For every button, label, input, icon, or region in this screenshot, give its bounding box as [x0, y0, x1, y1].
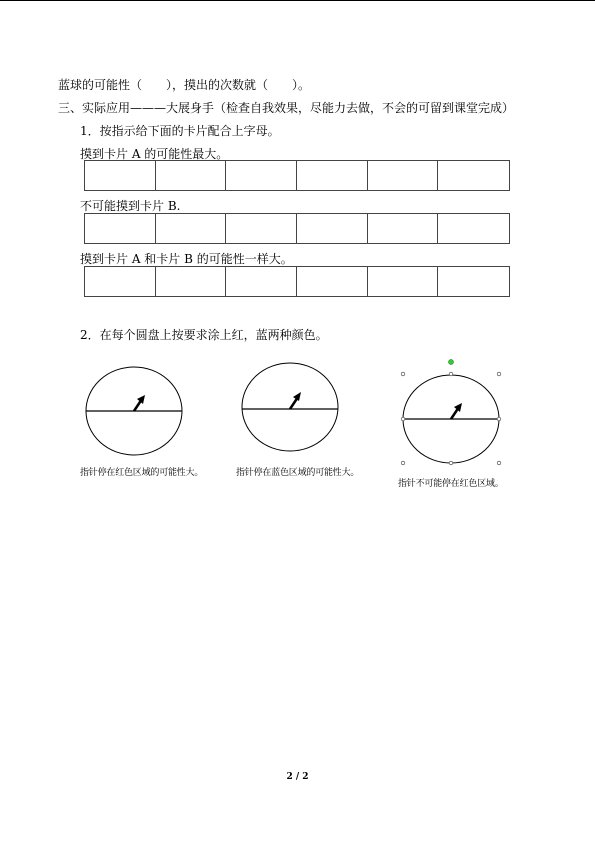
card-row-a	[84, 160, 510, 191]
spinner-2-caption: 指针停在蓝色区域的可能性大。	[236, 468, 360, 478]
spinner-3-caption: 指针不可能停在红色区域。	[398, 479, 504, 489]
condition-a-text: 摸到卡片 A 的可能性最大。	[80, 147, 229, 161]
question-1-text: 1．按指示给下面的卡片配合上字母。	[80, 124, 280, 138]
spinner-2-arrowhead	[293, 392, 301, 401]
card-cell[interactable]	[156, 214, 227, 243]
card-cell[interactable]	[368, 267, 439, 296]
spinner-3	[396, 358, 506, 470]
blue-possibility-line: 蓝球的可能性（ ），摸出的次数就（ ）。	[58, 78, 311, 92]
card-row-b	[84, 213, 510, 244]
card-row-ab	[84, 266, 510, 297]
section-3-title: 三、实际应用———大展身手（检查自我效果，尽能力去做，不会的可留到课堂完成）	[58, 101, 515, 115]
spinner-1	[82, 364, 186, 458]
page-number: 2 / 2	[286, 772, 309, 782]
card-cell[interactable]	[85, 161, 156, 190]
resize-handle[interactable]	[401, 417, 405, 421]
page-top-rule	[0, 0, 595, 1]
resize-handle[interactable]	[401, 372, 405, 376]
card-cell[interactable]	[438, 161, 509, 190]
card-cell[interactable]	[297, 161, 368, 190]
rotation-handle[interactable]	[449, 360, 454, 365]
resize-handle[interactable]	[401, 461, 405, 465]
resize-handle[interactable]	[449, 461, 453, 465]
card-cell[interactable]	[438, 214, 509, 243]
card-cell[interactable]	[226, 214, 297, 243]
question-2-text: 2．在每个圆盘上按要求涂上红，蓝两种颜色。	[80, 328, 328, 342]
card-cell[interactable]	[156, 267, 227, 296]
card-cell[interactable]	[156, 161, 227, 190]
card-cell[interactable]	[438, 267, 509, 296]
card-cell[interactable]	[85, 267, 156, 296]
card-cell[interactable]	[297, 214, 368, 243]
card-cell[interactable]	[226, 161, 297, 190]
spinner-2	[238, 360, 342, 454]
card-cell[interactable]	[297, 267, 368, 296]
card-cell[interactable]	[85, 214, 156, 243]
card-cell[interactable]	[368, 161, 439, 190]
card-cell[interactable]	[368, 214, 439, 243]
resize-handle[interactable]	[497, 372, 501, 376]
resize-handle[interactable]	[497, 461, 501, 465]
card-cell[interactable]	[226, 267, 297, 296]
condition-ab-text: 摸到卡片 A 和卡片 B 的可能性一样大。	[80, 252, 293, 266]
spinner-1-caption: 指针停在红色区域的可能性大。	[80, 468, 204, 478]
condition-b-text: 不可能摸到卡片 B.	[80, 199, 181, 213]
resize-handle[interactable]	[497, 417, 501, 421]
resize-handle[interactable]	[449, 372, 453, 376]
